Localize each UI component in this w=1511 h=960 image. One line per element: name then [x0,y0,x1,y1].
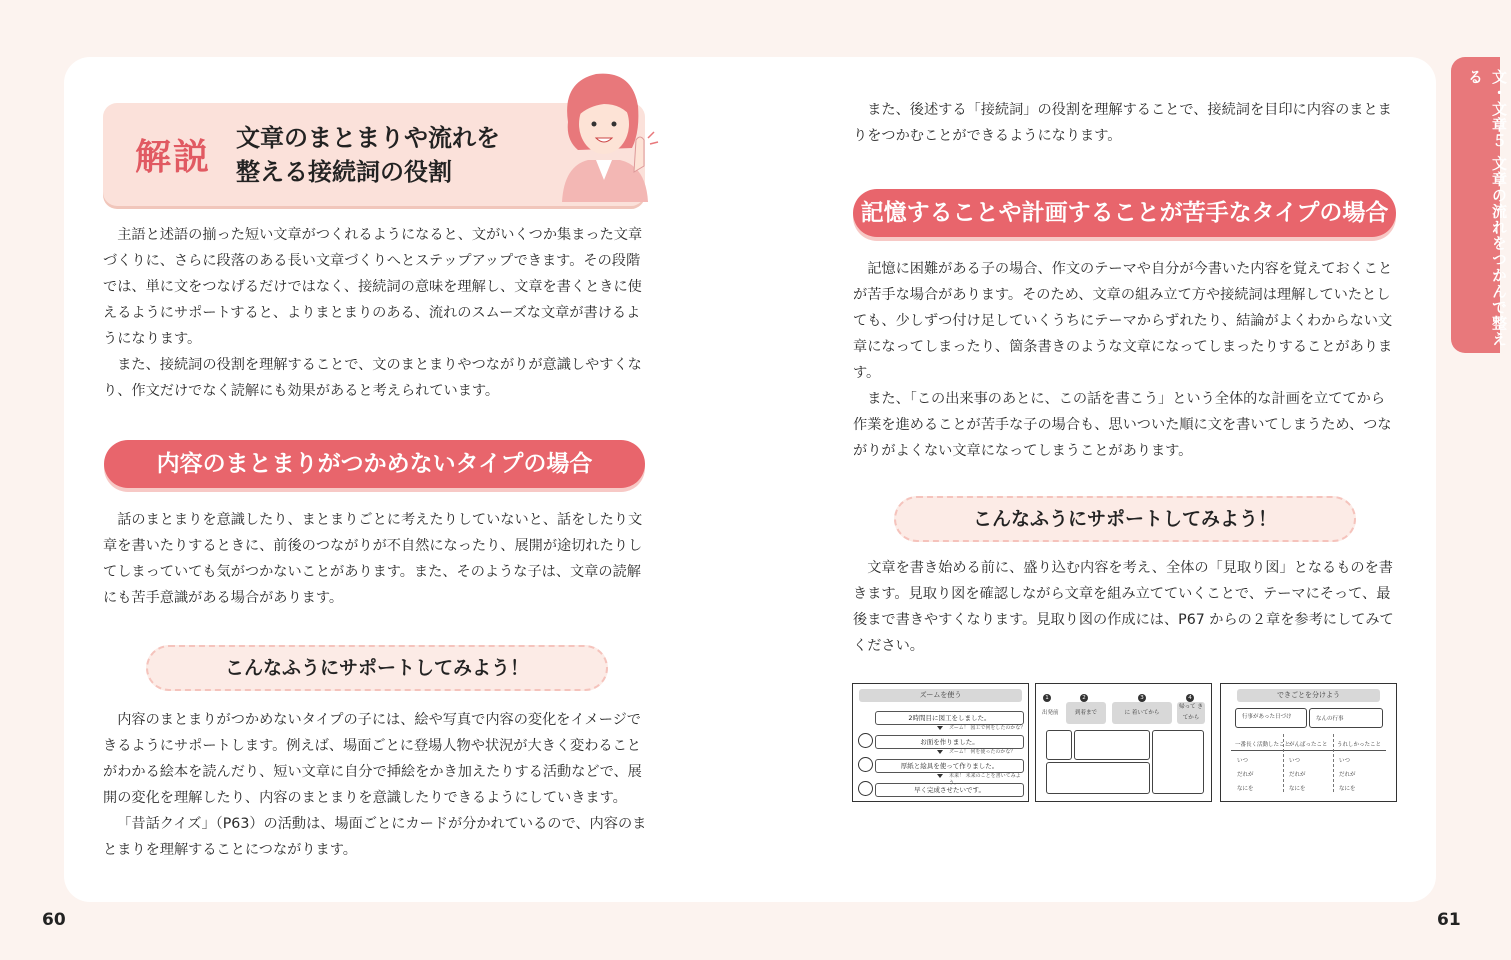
type2-text [853,256,1397,464]
worksheet-split-what-3: なにを [1339,786,1356,792]
divider [1283,734,1284,792]
worksheet-split-events [1220,683,1397,802]
intro-paragraph-1: 主語と述語の揃った短い文章がつくれるようになると、文がいくつか集まった文章づくりに、さらに段落のある長い文章づくりへとステップアップできます。その段階では、単に文をつなげるだけではなく、接続詞の意味を理解し、文章を書くときに使えるようにサポートすると、よりまとまりのある、流れのスムーズな文章が書けるようになります。 [103,227,643,347]
worksheet-zoom-row2: お面を作りました。 [875,735,1024,749]
magnifier-icon [858,757,873,772]
worksheet-split-who-1: だれが [1237,772,1254,778]
continued-text [853,97,1397,149]
magnifier-icon [858,733,873,748]
worksheet-seq-box1 [1046,730,1072,760]
worksheet-seq-col3: に 着いてから [1112,702,1172,724]
worksheet-zoom [852,683,1029,802]
type2-paragraph-1: 記憶に困難がある子の場合、作文のテーマや自分が今書いた内容を覚えておくことが苦手な場合があります。そのため、文章の組み立て方や接続詞は理解していたとしても、少しずつ付け足していくうちにテーマからずれたり、結論がよくわからない文章になってしまったり、箇条書きのような文章になってしまったりすることがあります。 [853,261,1393,381]
worksheet-split-who-2: だれが [1289,772,1306,778]
worksheet-zoom-row1: 2時間目に図工をしました。 [875,711,1024,725]
worksheet-split-col3: うれしかったこと [1337,742,1382,748]
page-number-left: 60 [42,910,66,930]
worksheet-zoom-row4: 早く完成させたいです。 [875,783,1024,797]
arrow-down-icon [937,774,943,778]
continued-paragraph: また、後述する「接続詞」の役割を理解することで、接続詞を目印に内容のまとまりをつかむことができるようになります。 [853,102,1392,144]
number-badge: 1 [1043,694,1051,702]
type1-heading: 内容のまとまりがつかめないタイプの場合 [104,440,645,488]
worksheet-split-date-box [1235,708,1307,728]
number-badge: 2 [1080,694,1088,702]
worksheet-split-event-label: なんの行事 [1316,716,1344,722]
page-number-right: 61 [1437,910,1461,930]
worksheet-split-when-2: いつ [1289,758,1301,764]
support-paragraph-right: 文章を書き始める前に、盛り込む内容を考え、全体の「見取り図」となるものを書きます。見取り図を確認しながら文章を組み立てていくことで、テーマにそって、最後まで書きやすくなります。見取り図の作成には、P67 からの２章を参考にしてみてください。 [853,560,1394,654]
worksheet-split-who-3: だれが [1339,772,1356,778]
clock-icon [858,781,873,796]
type2-heading: 記憶することや計画することが苦手なタイプの場合 [853,189,1396,237]
worksheet-split-when-3: いつ [1339,758,1351,764]
support-paragraph-left-2: 「昔話クイズ」（P63）の活動は、場面ごとにカードが分かれているので、内容のまとまりを理解することにつながります。 [103,816,647,858]
type1-paragraph: 話のまとまりを意識したり、まとまりごとに考えたりしていないと、話をしたり文章を書いたりするときに、前後のつながりが不自然になったり、展開が途切れたりしてしまっていても気がつかないことがあります。また、そのような子は、文章の読解にも苦手意識がある場合があります。 [103,512,643,606]
worksheet-seq-box4 [1152,730,1204,794]
worksheet-split-col2: がんばったこと [1289,742,1328,748]
intro-paragraph-2: また、接続詞の役割を理解することで、文のまとまりやつながりが意識しやすくなり、作文だけでなく読解にも効果があると考えられています。 [103,357,642,399]
teacher-illustration [548,62,660,202]
worksheet-zoom-note2: ズーム！ 何を使ったのかな？ [949,749,1016,755]
worksheet-split-title: できごとを分けよう [1237,689,1380,702]
support-text-right [853,555,1397,659]
worksheet-split-date-label: 行事があった日づけ [1242,714,1292,720]
support-paragraph-left-1: 内容のまとまりがつかめないタイプの子には、絵や写真で内容の変化をイメージできるようにサポートします。例えば、場面ごとに登場人物や状況が大きく変わることがわかる絵本を読んだり、短い文章に自分で挿絵をかき加えたりする活動などで、展開の変化を理解したり、内容のまとまりを意識したりできるようにしていきます。 [103,712,642,806]
section-title [236,121,526,189]
worksheet-split-what-2: なにを [1289,786,1306,792]
divider [1231,750,1386,751]
number-badge: 4 [1186,694,1194,702]
explanation-label: 解説 [135,137,212,178]
support-heading-right: こんなふうにサポートしてみよう！ [894,496,1356,542]
worksheet-split-what-1: なにを [1237,786,1254,792]
chapter-side-tab-label: 文・文章５ 文章の流れをつかんで整える [1466,69,1508,348]
support-heading-left: こんなふうにサポートしてみよう！ [146,645,608,691]
worksheet-zoom-row3: 厚紙と絵具を使って作りました。 [875,759,1024,773]
worksheet-seq-col1: 出発前 [1042,710,1059,716]
worksheet-seq-col4: 帰って きてから [1177,702,1205,724]
worksheet-zoom-title: ズームを使う [859,689,1022,702]
divider [1333,734,1334,792]
chapter-side-tab [1451,57,1508,353]
section-title-line1: 文章のまとまりや流れを [236,124,500,152]
worksheet-seq-box2 [1074,730,1150,760]
intro-text [103,222,647,404]
type1-text [103,507,647,611]
type2-paragraph-2: また、「この出来事のあとに、この話を書こう」という全体的な計画を立ててから作業を進めることが苦手な子の場合も、思いついた順に文を書いてしまうため、つながりがよくない文章になってしまうことがあります。 [853,391,1392,459]
arrow-down-icon [937,726,943,730]
worksheet-split-when-1: いつ [1237,758,1249,764]
section-title-line2: 整える接続詞の役割 [236,158,452,186]
worksheet-seq-col2: 到着まで [1066,702,1106,724]
worksheet-split-col1: 一番長く活動したこと [1235,742,1291,748]
number-badge: 3 [1138,694,1146,702]
support-text-left [103,707,647,863]
worksheet-zoom-note1: ズーム！ 図工で何をしたのかな？ [949,725,1026,731]
worksheet-split-event-box [1309,708,1383,728]
worksheet-zoom-note3: 未来！ 未来のことを書いてみよう。 [949,773,1021,786]
worksheet-seq-box3 [1046,762,1150,794]
worksheet-sequence [1035,683,1212,802]
arrow-down-icon [937,750,943,754]
